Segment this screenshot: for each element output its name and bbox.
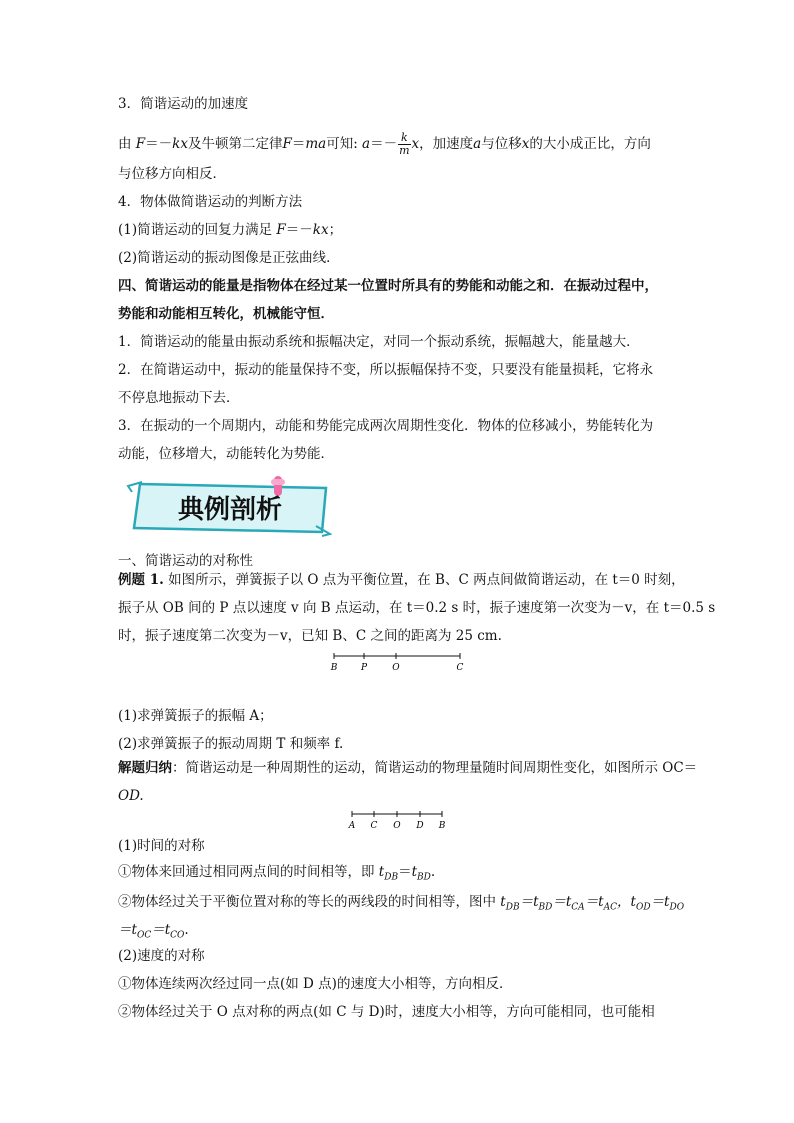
ex1-q2: (2)求弹簧振子的振动周期 T 和频率 f. (118, 736, 344, 752)
part1-title: 一、简谐运动的对称性 (118, 553, 253, 569)
label-c2: C (370, 821, 378, 831)
banner-graphic (126, 476, 332, 540)
sym-time-title: (1)时间的对称 (118, 838, 205, 854)
solution-line1: 解题归纳：简谐运动是一种周期性的运动，简谐运动的物理量随时间周期性变化，如图所示 OC＝ (118, 760, 698, 776)
sym-time-2: ②物体经过关于平衡位置对称的等长的两线段的时间相等，图中 $t_{DB}=t_{BD}=t_{CA}=t_{AC}$，$t_{OD}=t_{DO}$ (118, 894, 685, 913)
label-o2: O (393, 821, 401, 831)
example-banner (126, 476, 332, 540)
ex1-line3: 时，振子速度第二次变为－v，已知 B、C 之间的距离为 25 cm. (118, 628, 502, 644)
sym-time-3: $=t_{OC}=t_{CO}$. (118, 922, 189, 941)
s4-heading: 4．物体做简谐运动的判断方法 (118, 194, 303, 210)
sec4-p2b: 不停息地振动下去． (118, 390, 240, 406)
label-c: C (456, 663, 464, 673)
label-b: B (330, 663, 338, 673)
diagram-bpoc (328, 652, 468, 674)
sec4-title2: 势能和动能相互转化，机械能守恒． (118, 306, 334, 322)
label-p: P (360, 663, 368, 673)
ex1-q1: (1)求弹簧振子的振幅 A； (118, 708, 273, 724)
ex1-line2: 振子从 OB 间的 P 点以速度 v 向 B 点运动，在 t＝0.2 s 时，振子速度第一次变为－v，在 t＝0.5 s (118, 600, 716, 616)
sec4-title: 四、简谐运动的能量是指物体在经过某一位置时所具有的势能和动能之和．在振动过程中， (118, 278, 658, 294)
sec4-p2a: 2．在简谐运动中，振动的能量保持不变，所以振幅保持不变，只要没有能量损耗，它将永 (118, 362, 654, 378)
diagram-acodb (346, 810, 450, 832)
s3-formula-line: 由 F＝－kx及牛顿第二定律F＝ma可知: a＝－ $\frac{k}{m}$ x，加速度a与位移x的大小成正比，方向 (118, 131, 651, 157)
sym-time-1: ①物体来回通过相同两点间的时间相等，即 $t_{DB}=t_{BD}$. (118, 864, 436, 883)
s3-heading: 3．简谐运动的加速度 (118, 96, 249, 112)
label-b2: B (438, 821, 446, 831)
banner-title: 典例剖析 (177, 495, 283, 525)
ex1-line1: 例题 1. 如图所示，弹簧振子以 O 点为平衡位置，在 B、C 两点间做简谐运动，在 t＝0 时刻， (118, 572, 685, 588)
sym-speed-title: (2)速度的对称 (118, 948, 205, 964)
s4-item1: (1)简谐运动的回复力满足 F＝－kx； (118, 222, 343, 238)
s3-line2: 与位移方向相反． (118, 166, 226, 182)
solution-line2: OD. (118, 788, 144, 804)
sec4-p1: 1．简谐运动的能量由振动系统和振幅决定，对同一个振动系统，振幅越大，能量越大． (118, 334, 640, 350)
fraction-k-over-m: $\frac{k}{m}$ (399, 131, 410, 157)
sec4-p3a: 3．在振动的一个周期内，动能和势能完成两次周期性变化．物体的位移减小，势能转化为 (118, 418, 654, 434)
s4-item2: (2)简谐运动的振动图像是正弦曲线． (118, 250, 340, 266)
label-o: O (392, 663, 400, 673)
sym-speed-2: ②物体经过关于 O 点对称的两点(如 C 与 D)时，速度大小相等，方向可能相同，也可能相 (118, 1004, 655, 1020)
label-d: D (416, 821, 424, 831)
label-a: A (348, 821, 356, 831)
sym-speed-1: ①物体连续两次经过同一点(如 D 点)的速度大小相等，方向相反． (118, 976, 513, 992)
sec4-p3b: 动能，位移增大，动能转化为势能． (118, 446, 334, 462)
